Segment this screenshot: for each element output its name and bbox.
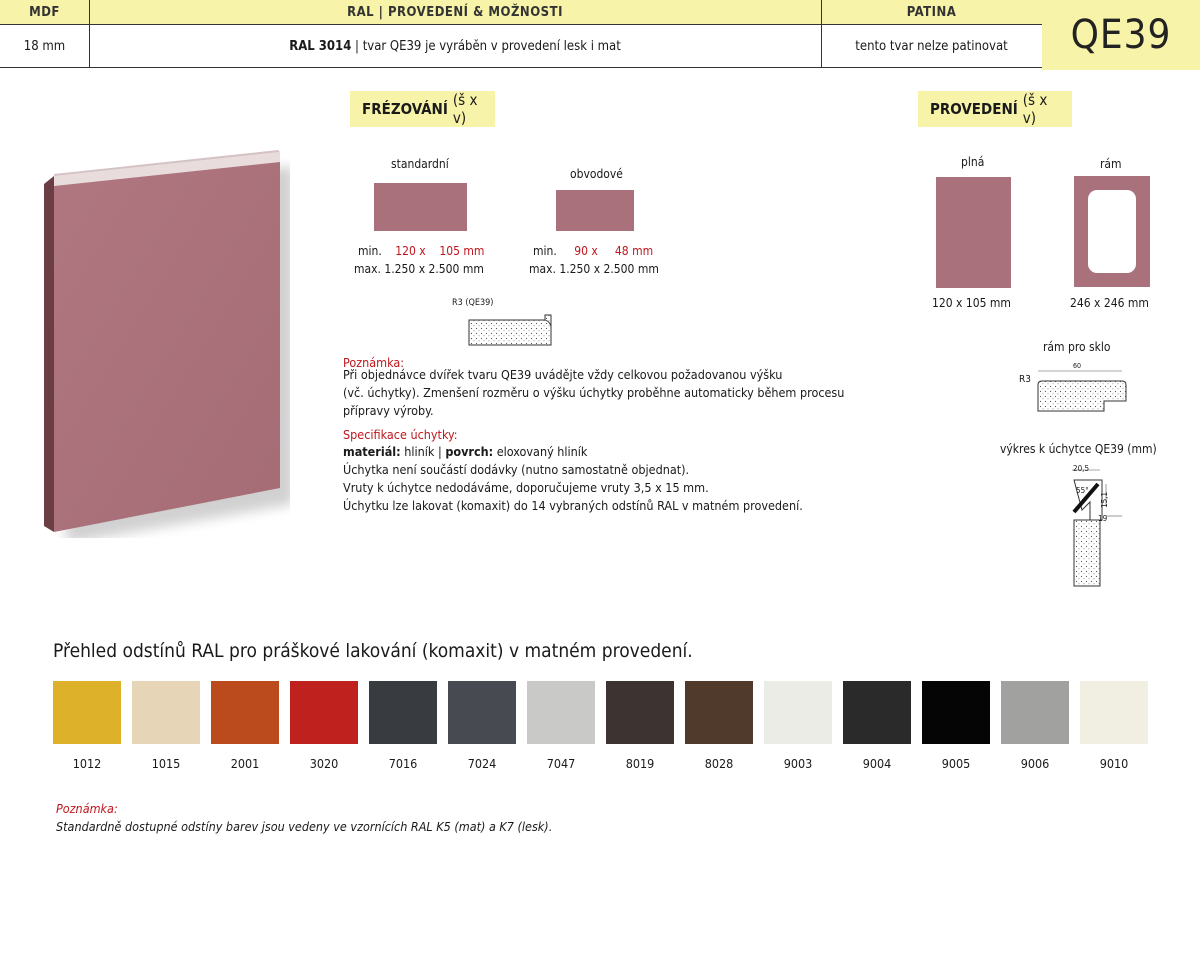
milling-standard-max: max. 1.250 x 2.500 mm xyxy=(354,262,484,276)
ral-swatch-label: 8019 xyxy=(625,756,655,771)
surface-label: povrch: xyxy=(445,444,494,459)
glass-frame-r3: R3 xyxy=(1019,374,1031,385)
ral-swatch-label: 1012 xyxy=(72,756,102,771)
product-code: QE39 xyxy=(1042,0,1200,70)
ral-swatch-2001 xyxy=(211,681,279,744)
ral-swatch-7016 xyxy=(369,681,437,744)
milling-title xyxy=(350,91,495,127)
min-prefix: min. xyxy=(533,244,557,258)
spec-title: Specifikace úchytky: xyxy=(343,427,458,442)
door-panel-image xyxy=(38,148,290,538)
ral-swatch-8019 xyxy=(606,681,674,744)
mdf-thickness: 18 mm xyxy=(23,39,66,54)
handle-dim-width: 20,5 xyxy=(1073,464,1090,473)
ral-swatch-9004 xyxy=(843,681,911,744)
ral-swatch-label: 9003 xyxy=(783,756,813,771)
note-line-1: Při objednávce dvířek tvaru QE39 uvádějte vždy celkovou požadovanou výšku xyxy=(343,367,783,382)
ral-swatch-label: 2001 xyxy=(230,756,260,771)
ral-overview-title: Přehled odstínů RAL pro práškové lakování (komaxit) v matném provedení. xyxy=(53,640,693,662)
handle-dim-depth: 19 xyxy=(1098,514,1108,523)
ral-swatch-9010 xyxy=(1080,681,1148,744)
ral-swatch-label: 3020 xyxy=(309,756,339,771)
spec-line-2: Vruty k úchytce nedodáváme, doporučujeme vruty 3,5 x 15 mm. xyxy=(343,480,709,495)
finish-title-bold: PROVEDENÍ xyxy=(930,100,1018,118)
material-value: hliník | xyxy=(400,444,446,459)
spec-line-3: Úchytku lze lakovat (komaxit) do 14 vybraných odstínů RAL v matném provedení. xyxy=(343,498,803,513)
glass-frame-dim: 60 xyxy=(1073,362,1082,370)
milling-perimeter-max: max. 1.250 x 2.500 mm xyxy=(529,262,659,276)
finish-solid-size: 120 x 105 mm xyxy=(932,296,1011,310)
finish-title-unit: (š x v) xyxy=(1022,91,1048,127)
milling-standard-swatch xyxy=(374,183,467,231)
finish-title xyxy=(918,91,1072,127)
ral-swatch-1015 xyxy=(132,681,200,744)
ral-swatch-label: 9005 xyxy=(941,756,971,771)
finish-solid-label: plná xyxy=(961,155,985,169)
ral-swatch-9006 xyxy=(1001,681,1069,744)
milling-standard-label: standardní xyxy=(391,157,449,171)
ral-swatch-label: 9004 xyxy=(862,756,892,771)
patina-info: tento tvar nelze patinovat xyxy=(855,39,1008,54)
ral-swatch-1012 xyxy=(53,681,121,744)
finish-frame-size: 246 x 246 mm xyxy=(1070,296,1149,310)
header-ral: RAL | PROVEDENÍ & MOŽNOSTI xyxy=(347,5,563,20)
milling-perimeter-swatch xyxy=(556,190,634,231)
spec-header-table xyxy=(0,0,1042,68)
ral-code: RAL 3014 xyxy=(289,39,352,54)
handle-dim-height: 15,1 xyxy=(1100,491,1109,508)
surface-value: eloxovaný hliník xyxy=(493,444,588,459)
frame-opening xyxy=(1088,190,1136,273)
header-patina: PATINA xyxy=(906,5,957,20)
handle-drawing-label: výkres k úchytce QE39 (mm) xyxy=(1000,442,1157,456)
note-line-2: (vč. úchytky). Zmenšení rozměru o výšku úchytky proběhne automaticky během procesu xyxy=(343,385,845,400)
ral-description: | tvar QE39 je vyráběn v provedení lesk i mat xyxy=(351,39,621,54)
milling-perimeter-label: obvodové xyxy=(570,167,623,181)
header-mdf: MDF xyxy=(29,5,60,20)
glass-frame-drawing xyxy=(1034,365,1130,419)
finish-frame-swatch xyxy=(1074,176,1150,287)
milling-title-bold: FRÉZOVÁNÍ xyxy=(362,100,448,118)
note-title: Poznámka: xyxy=(343,355,405,370)
glass-frame-label: rám pro sklo xyxy=(1043,340,1111,354)
ral-swatch-9003 xyxy=(764,681,832,744)
ral-swatch-7047 xyxy=(527,681,595,744)
ral-swatch-label: 8028 xyxy=(704,756,734,771)
ral-info xyxy=(89,25,821,68)
ral-swatch-label: 7016 xyxy=(388,756,418,771)
profile-label: R3 (QE39) xyxy=(452,298,494,308)
handle-dim-angle: 55° xyxy=(1076,486,1089,495)
ral-swatch-label: 1015 xyxy=(151,756,181,771)
material-label: materiál: xyxy=(343,444,401,459)
handle-drawing xyxy=(1060,460,1130,594)
ral-swatch-label: 7024 xyxy=(467,756,497,771)
spec-material xyxy=(343,443,587,461)
ral-swatch-8028 xyxy=(685,681,753,744)
ral-swatch-label: 9010 xyxy=(1099,756,1129,771)
profile-drawing xyxy=(465,312,555,354)
ral-swatch-label: 7047 xyxy=(546,756,576,771)
note-line-3: přípravy výroby. xyxy=(343,403,434,418)
footer-note-text: Standardně dostupné odstíny barev jsou vedeny ve vzornících RAL K5 (mat) a K7 (lesk). xyxy=(56,819,553,834)
ral-swatch-3020 xyxy=(290,681,358,744)
footer-note-title: Poznámka: xyxy=(56,801,118,816)
min-value: 90 x 48 mm xyxy=(574,244,654,258)
finish-frame-label: rám xyxy=(1100,157,1122,171)
ral-swatch-9005 xyxy=(922,681,990,744)
milling-title-unit: (š x v) xyxy=(452,91,478,127)
ral-swatch-label: 9006 xyxy=(1020,756,1050,771)
min-value: 120 x 105 mm xyxy=(395,244,485,258)
milling-standard-min xyxy=(358,244,484,258)
min-prefix: min. xyxy=(358,244,382,258)
spec-line-1: Úchytka není součástí dodávky (nutno samostatně objednat). xyxy=(343,462,690,477)
milling-perimeter-min xyxy=(533,244,653,258)
ral-swatch-7024 xyxy=(448,681,516,744)
finish-solid-swatch xyxy=(936,177,1011,288)
